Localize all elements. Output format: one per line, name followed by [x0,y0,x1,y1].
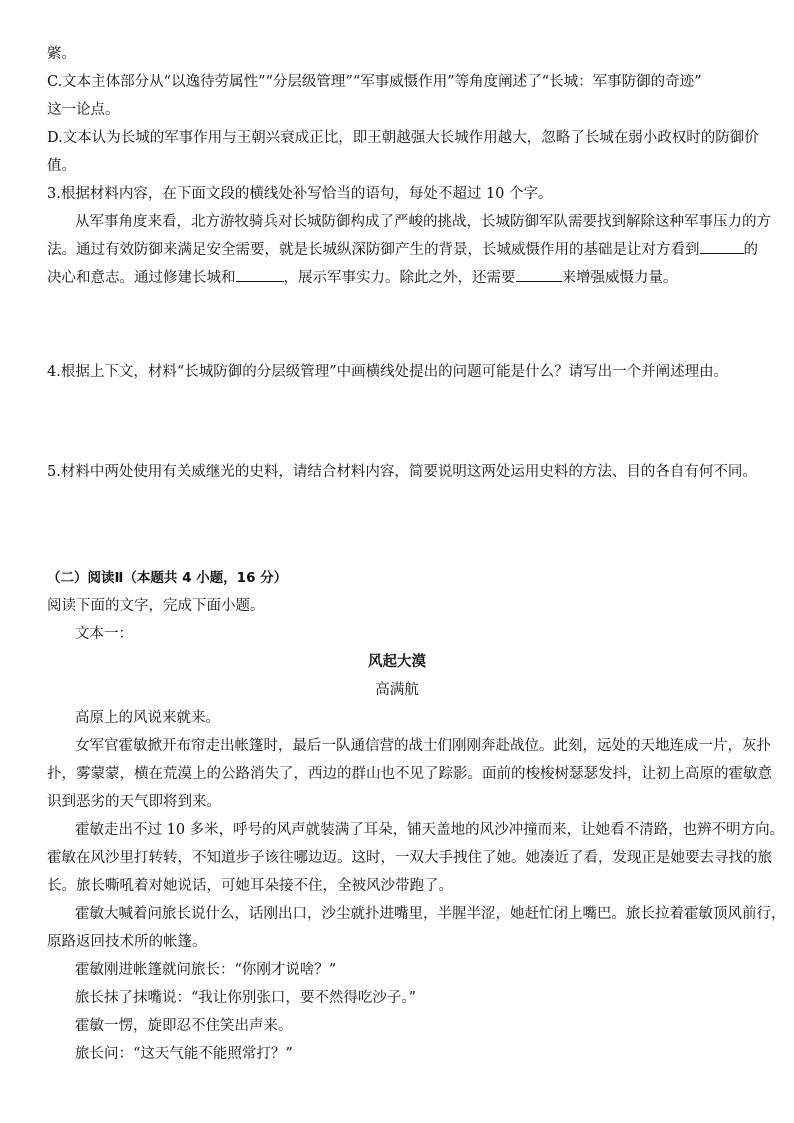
document-page [47,40,786,1068]
paragraph-cont: 扑，雾蒙蒙，横在荒漠上的公路消失了，西边的群山也不见了踪影。面前的梭梭树瑟瑟发抖，让初上高原的霍敏意 [47,766,772,782]
paragraph: 旅长问：“这天气能不能照常打？” [75,1046,293,1062]
text-line: 綮。 [47,46,76,62]
option-d: D.文本认为长城的军事作用与王朝兴衰成正比，即王朝越强大长城作用越大，忽略了长城在弱小政权时的防御价 [47,130,759,146]
fill-blank-2[interactable] [236,267,284,282]
paragraph-cont: 识到恶劣的天气即将到来。 [47,794,221,810]
option-c: C.文本主体部分从“以逸待劳属性”“分层级管理”“军事威慑作用”等角度阐述了“长城：军事防御的奇迹” [47,74,702,90]
paragraph: 旅长抹了抹嘴说：“我让你别张口，要不然得吃沙子。” [75,990,417,1006]
section-heading: （二）阅读Ⅱ（本题共 4 小题，16 分） [47,570,288,586]
q3-passage-line-3 [47,264,747,292]
paragraph: 霍敏走出不过 10 多米，呼号的风声就装满了耳朵，铺天盖地的风沙冲撞而来，让她看不清路，也辨不明方向。 [75,822,785,838]
paragraph: 高原上的风说来就来。 [75,710,220,726]
story-title: 风起大漠 [368,653,426,670]
text-one-label: 文本一： [75,626,133,642]
fill-blank-3[interactable] [516,267,562,282]
answer-space [47,292,747,358]
q3-text: ，展示军事实力。除此之外，还需要 [283,270,516,286]
paragraph: 霍敏刚进帐篷就问旅长：“你刚才说啥？” [75,962,337,978]
q3-text: 来增强威慑力量。 [561,270,678,286]
question-3: 3.根据材料内容，在下面文段的横线处补写恰当的语句，每处不超过 10 个字。 [47,186,553,202]
q3-text: 法。通过有效防御来满足安全需要，就是长城纵深防御产生的背景，长城威慑作用的基础是让对方看到 [47,242,700,258]
question-5: 5.材料中两处使用有关威继光的史料，请结合材料内容，简要说明这两处运用史料的方法、目的各自有何不同。 [47,464,757,480]
option-c-cont: 这一论点。 [47,102,120,118]
q3-passage-line-2 [47,236,758,264]
paragraph-cont: 原路返回技术所的帐篷。 [47,934,207,950]
story-author: 高满航 [375,682,419,698]
q3-text: 决心和意志。通过修建长城和 [47,270,236,286]
fill-blank-1[interactable] [700,239,744,254]
option-d-cont: 值。 [47,158,76,174]
instruction: 阅读下面的文字，完成下面小题。 [47,598,265,614]
q3-text: 的 [743,242,758,258]
paragraph-cont: 霍敏在风沙里打转转，不知道步子该往哪边迈。这时，一双大手拽住了她。她凑近了看，发现正是她要去寻找的旅 [47,850,772,866]
paragraph: 霍敏大喊着问旅长说什么，话刚出口，沙尘就扑进嘴里，半腥半涩，她赶忙闭上嘴巴。旅长拉着霍敏顶风前行， [75,906,786,922]
paragraph: 女军官霍敏掀开布帘走出帐篷时，最后一队通信营的战士们刚刚奔赴战位。此刻，远处的天地连成一片，灰扑 [75,738,771,754]
q3-passage-line-1: 从军事角度来看，北方游牧骑兵对长城防御构成了严峻的挑战，长城防御军队需要找到解除这种军事压力的方 [75,214,771,230]
answer-space [47,386,747,458]
question-4: 4.根据上下文，材料“长城防御的分层级管理”中画横线处提出的问题可能是什么？请写出一个并阐述理由。 [47,364,729,380]
paragraph: 霍敏一愣，旋即忍不住笑出声来。 [75,1018,293,1034]
paragraph-cont: 长。旅长嘶吼着对她说话，可她耳朵接不住，全被风沙带跑了。 [47,878,453,894]
answer-space [47,486,747,564]
